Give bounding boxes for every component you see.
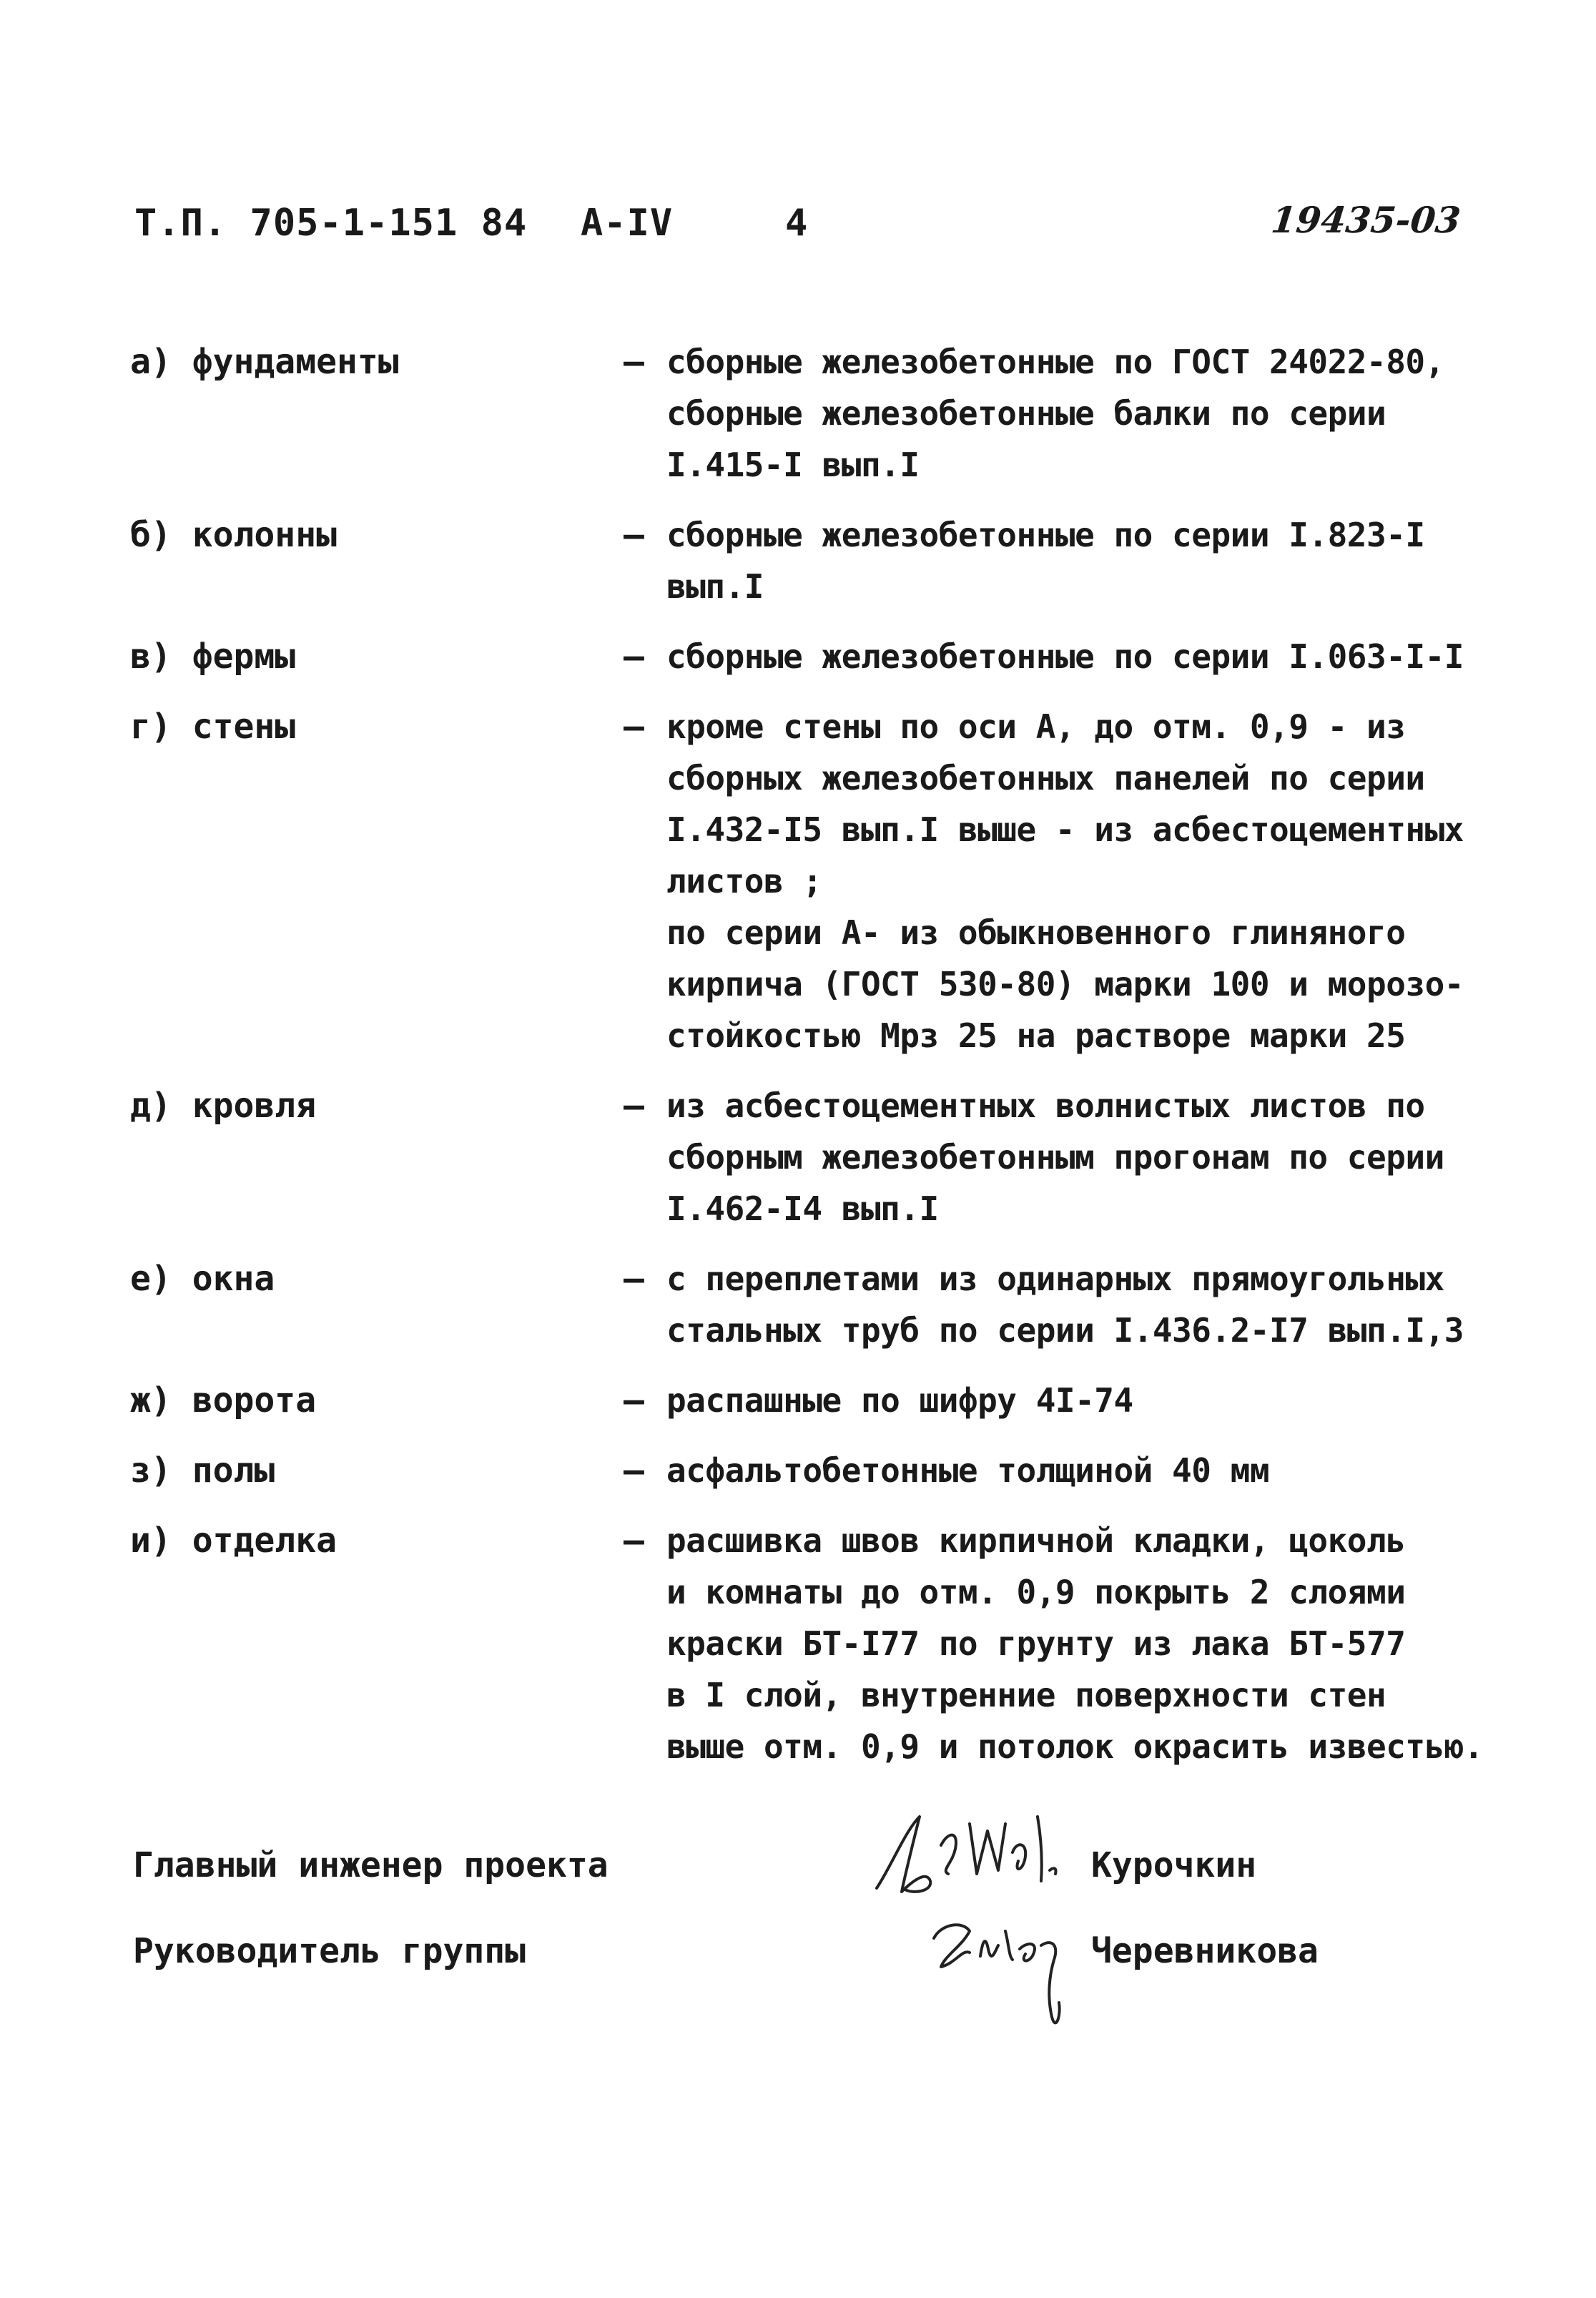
spec-item-text: из асбестоцементных волнистых листов по сборным железобетонным прогонам по серии I.462-I4 вып.I <box>666 1086 1444 1228</box>
dash: – <box>624 342 644 382</box>
page-number: 4 <box>785 202 809 245</box>
spec-item-label: б) колонны <box>130 515 337 555</box>
spec-item-text: кроме стены по оси А, до отм. 0,9 - из сборных железобетонных панелей по серии I.432-I5 вып.I выше - из асбестоцементных листов ; по серии А- из обыкновенного глиняного кирпича (ГОСТ 530-80) марки 100 и морозо- стойкостью Мрз 25 на растворе марки 25 <box>666 707 1464 1055</box>
dash: – <box>624 1521 644 1561</box>
spec-item-walls <box>130 701 1524 1061</box>
signature-role: Главный инженер проекта <box>133 1845 609 1885</box>
signature-name: Курочкин <box>1091 1845 1257 1885</box>
spec-item-windows <box>130 1253 1524 1356</box>
dash: – <box>624 1259 644 1299</box>
spec-item-text: распашные по шифру 4I-74 <box>666 1381 1133 1420</box>
spec-item-floors <box>130 1445 1524 1496</box>
sheet-mark: А-IV <box>581 202 674 245</box>
spec-item-label: в) фермы <box>130 637 296 677</box>
spec-item-text: расшивка швов кирпичной кладки, цоколь и комнаты до отм. 0,9 покрыть 2 слоями краски БТ-I77 по грунту из лака БТ-577 в I слой, внутренние поверхности стен выше отм. 0,9 и потолок окрасить известью. <box>666 1521 1484 1766</box>
spec-item-gates <box>130 1375 1524 1426</box>
spec-item-foundations <box>130 336 1524 491</box>
dash: – <box>624 637 644 677</box>
spec-item-label: д) кровля <box>130 1086 317 1126</box>
spec-item-label: г) стены <box>130 707 296 747</box>
specification-list <box>130 336 1524 1791</box>
spec-item-label: е) окна <box>130 1259 275 1299</box>
spec-item-text: асфальтобетонные толщиной 40 мм <box>666 1451 1270 1490</box>
dash: – <box>624 707 644 747</box>
spec-item-label: а) фундаменты <box>130 342 399 382</box>
signature-name: Черевникова <box>1091 1931 1319 1971</box>
spec-item-label: и) отделка <box>130 1521 337 1561</box>
spec-item-columns <box>130 509 1524 612</box>
project-code: Т.П. 705-1-151 84 <box>134 202 528 245</box>
spec-item-text: сборные железобетонные по серии I.063-I-I <box>666 637 1464 676</box>
spec-item-label: ж) ворота <box>130 1380 317 1420</box>
dash: – <box>624 1450 644 1491</box>
spec-item-label: з) полы <box>130 1450 275 1491</box>
spec-item-finishing <box>130 1515 1524 1772</box>
dash: – <box>624 1086 644 1126</box>
archive-number: 19435-03 <box>1269 199 1463 241</box>
spec-item-text: сборные железобетонные по ГОСТ 24022-80, сборные железобетонные балки по серии I.415-I вып.I <box>666 343 1444 484</box>
dash: – <box>624 1380 644 1420</box>
dash: – <box>624 515 644 555</box>
spec-item-trusses <box>130 631 1524 682</box>
signature-block <box>133 1845 1492 2081</box>
handwritten-signatures <box>862 1802 1127 2038</box>
spec-item-roof <box>130 1080 1524 1234</box>
signature-role: Руководитель группы <box>133 1931 526 1971</box>
spec-item-text: сборные железобетонные по серии I.823-I вып.I <box>666 516 1425 606</box>
spec-item-text: с переплетами из одинарных прямоугольных стальных труб по серии I.436.2-I7 вып.I,3 <box>666 1260 1464 1350</box>
